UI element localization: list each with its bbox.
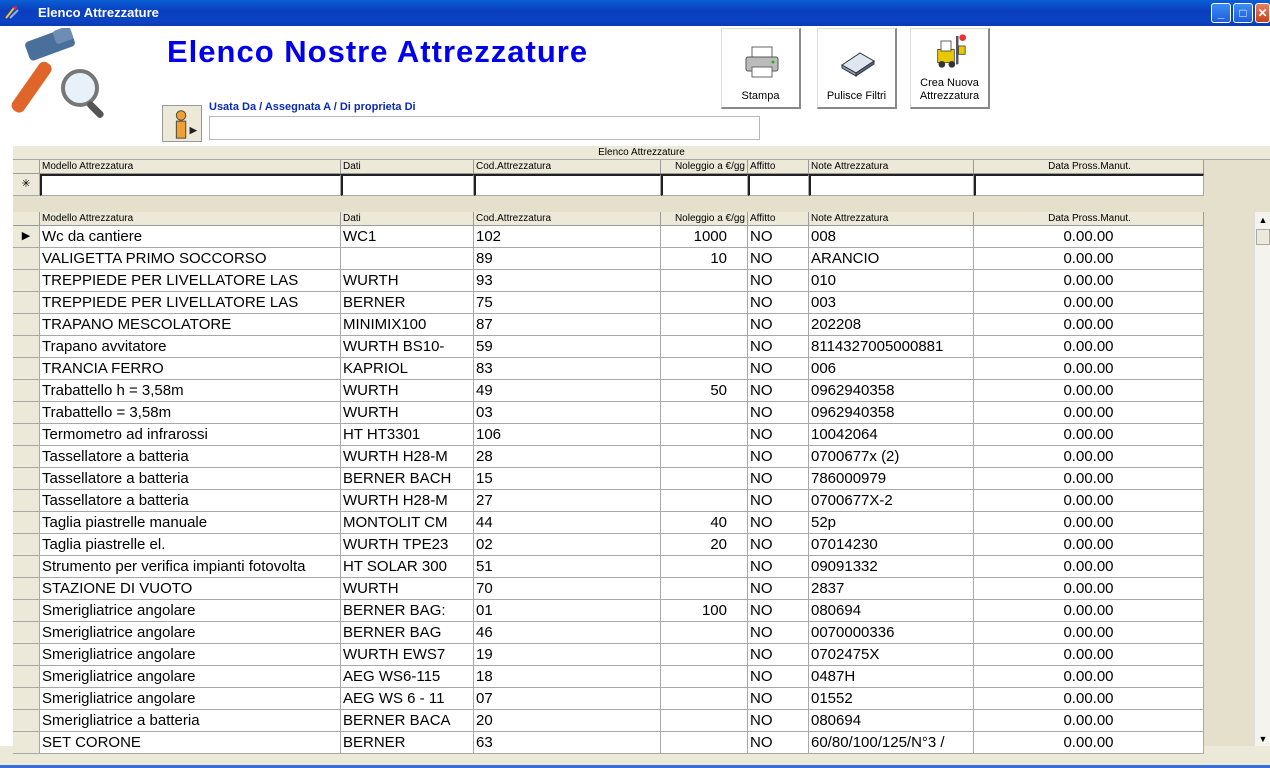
record-noleggio-cell[interactable]	[661, 644, 748, 666]
records-scrollbar[interactable]	[1254, 212, 1270, 746]
record-affitto-cell[interactable]: NO	[748, 336, 809, 358]
record-data-cell[interactable]: 0.00.00	[974, 468, 1204, 490]
record-noleggio-cell[interactable]	[661, 578, 748, 600]
record-modello-cell[interactable]: TREPPIEDE PER LIVELLATORE LAS	[40, 270, 341, 292]
record-noleggio-cell[interactable]: 50	[661, 380, 748, 402]
record-dati-cell[interactable]: KAPRIOL	[341, 358, 474, 380]
record-data-cell[interactable]: 0.00.00	[974, 226, 1204, 248]
record-dati-cell[interactable]	[341, 248, 474, 270]
record-affitto-cell[interactable]: NO	[748, 688, 809, 710]
list-header-cod[interactable]: Cod.Attrezzatura	[474, 212, 661, 226]
record-modello-cell[interactable]: Taglia piastrelle el.	[40, 534, 341, 556]
record-noleggio-cell[interactable]	[661, 358, 748, 380]
record-selector[interactable]	[13, 666, 40, 688]
record-note-cell[interactable]: 0962940358	[809, 380, 974, 402]
record-note-cell[interactable]: 07014230	[809, 534, 974, 556]
scroll-up-icon[interactable]: ▲	[1258, 215, 1268, 225]
minimize-button[interactable]	[1211, 3, 1231, 23]
record-modello-cell[interactable]: TRANCIA FERRO	[40, 358, 341, 380]
record-note-cell[interactable]: 8114327005000881	[809, 336, 974, 358]
record-affitto-cell[interactable]: NO	[748, 358, 809, 380]
record-affitto-cell[interactable]: NO	[748, 710, 809, 732]
record-data-cell[interactable]: 0.00.00	[974, 600, 1204, 622]
record-cod-cell[interactable]: 44	[474, 512, 661, 534]
record-affitto-cell[interactable]: NO	[748, 468, 809, 490]
record-data-cell[interactable]: 0.00.00	[974, 490, 1204, 512]
record-note-cell[interactable]: 0700677x (2)	[809, 446, 974, 468]
close-button[interactable]	[1255, 3, 1270, 23]
crea-nuova-label	[911, 77, 988, 103]
record-cod-cell[interactable]: 87	[474, 314, 661, 336]
new-record-selector[interactable]: ✳	[13, 174, 40, 196]
record-selector[interactable]	[13, 468, 40, 490]
record-noleggio-cell[interactable]: 10	[661, 248, 748, 270]
record-modello-cell[interactable]: Trapano avvitatore	[40, 336, 341, 358]
record-selector[interactable]	[13, 578, 40, 600]
filter-header-modello: Modello Attrezzatura	[40, 160, 341, 174]
record-affitto-cell[interactable]: NO	[748, 380, 809, 402]
record-noleggio-cell[interactable]	[661, 270, 748, 292]
record-affitto-cell[interactable]: NO	[748, 424, 809, 446]
record-data-cell[interactable]: 0.00.00	[974, 688, 1204, 710]
record-noleggio-cell[interactable]: 20	[661, 534, 748, 556]
record-note-cell[interactable]: 2837	[809, 578, 974, 600]
close-icon: ✕	[1257, 6, 1268, 20]
record-noleggio-cell[interactable]	[661, 314, 748, 336]
record-selector[interactable]	[13, 424, 40, 446]
record-dati-cell[interactable]: BERNER BACH	[341, 468, 474, 490]
record-data-cell[interactable]: 0.00.00	[974, 644, 1204, 666]
record-data-cell[interactable]: 0.00.00	[974, 622, 1204, 644]
stampa-label: Stampa	[741, 90, 780, 102]
record-selector[interactable]	[13, 688, 40, 710]
record-selector[interactable]	[13, 512, 40, 534]
record-note-cell[interactable]: 786000979	[809, 468, 974, 490]
record-affitto-cell[interactable]: NO	[748, 248, 809, 270]
record-selector[interactable]: ▶	[13, 226, 40, 248]
record-dati-cell[interactable]: BERNER	[341, 292, 474, 314]
record-affitto-cell[interactable]: NO	[748, 490, 809, 512]
record-cod-cell[interactable]: 51	[474, 556, 661, 578]
filter-header-dati: Dati	[341, 160, 474, 174]
record-dati-cell[interactable]: BERNER	[341, 732, 474, 754]
record-data-cell[interactable]: 0.00.00	[974, 578, 1204, 600]
record-cod-cell[interactable]: 102	[474, 226, 661, 248]
printer-icon	[742, 41, 782, 81]
record-affitto-cell[interactable]: NO	[748, 512, 809, 534]
pulisce-filtri-label: Pulisce Filtri	[826, 90, 887, 102]
record-data-cell[interactable]: 0.00.00	[974, 358, 1204, 380]
record-dati-cell[interactable]: AEG WS 6 - 11	[341, 688, 474, 710]
app-icon	[4, 4, 20, 20]
record-modello-cell[interactable]: Smerigliatrice angolare	[40, 644, 341, 666]
record-note-cell[interactable]: 0962940358	[809, 402, 974, 424]
usata-input[interactable]	[209, 116, 760, 140]
record-data-cell[interactable]: 0.00.00	[974, 534, 1204, 556]
record-modello-cell[interactable]: Smerigliatrice angolare	[40, 600, 341, 622]
record-selector[interactable]	[13, 402, 40, 424]
record-note-cell[interactable]: 003	[809, 292, 974, 314]
record-affitto-cell[interactable]: NO	[748, 578, 809, 600]
record-cod-cell[interactable]: 15	[474, 468, 661, 490]
grid-caption: Elenco Attrezzature	[13, 146, 1270, 160]
record-noleggio-cell[interactable]	[661, 688, 748, 710]
record-affitto-cell[interactable]: NO	[748, 666, 809, 688]
record-affitto-cell[interactable]: NO	[748, 402, 809, 424]
crea-nuova-label-line1: Crea Nuova	[920, 77, 979, 89]
record-data-cell[interactable]: 0.00.00	[974, 380, 1204, 402]
list-header-noleggio[interactable]: Noleggio a €/gg	[661, 212, 748, 226]
record-cod-cell[interactable]: 18	[474, 666, 661, 688]
record-modello-cell[interactable]: Termometro ad infrarossi	[40, 424, 341, 446]
record-selector[interactable]	[13, 314, 40, 336]
list-header-selector	[13, 212, 40, 226]
record-note-cell[interactable]: 080694	[809, 600, 974, 622]
record-note-cell[interactable]: 01552	[809, 688, 974, 710]
record-noleggio-cell[interactable]	[661, 446, 748, 468]
record-cod-cell[interactable]: 63	[474, 732, 661, 754]
record-noleggio-cell[interactable]	[661, 710, 748, 732]
record-noleggio-cell[interactable]	[661, 732, 748, 754]
record-selector[interactable]	[13, 336, 40, 358]
record-dati-cell[interactable]: WC1	[341, 226, 474, 248]
record-dati-cell[interactable]: AEG WS6-115	[341, 666, 474, 688]
record-cod-cell[interactable]: 93	[474, 270, 661, 292]
record-modello-cell[interactable]: Smerigliatrice a batteria	[40, 710, 341, 732]
record-selector[interactable]	[13, 644, 40, 666]
record-selector[interactable]	[13, 248, 40, 270]
record-note-cell[interactable]: 10042064	[809, 424, 974, 446]
filter-header-noleggio: Noleggio a €/gg	[661, 160, 748, 174]
record-selector[interactable]	[13, 534, 40, 556]
record-data-cell[interactable]: 0.00.00	[974, 732, 1204, 754]
list-header-modello[interactable]: Modello Attrezzatura	[40, 212, 341, 226]
record-note-cell[interactable]: 0702475X	[809, 644, 974, 666]
record-modello-cell[interactable]: Tassellatore a batteria	[40, 446, 341, 468]
record-cod-cell[interactable]: 46	[474, 622, 661, 644]
list-header-data[interactable]: Data Pross.Manut.	[974, 212, 1204, 226]
record-data-cell[interactable]: 0.00.00	[974, 402, 1204, 424]
record-modello-cell[interactable]: Trabattello h = 3,58m	[40, 380, 341, 402]
record-selector[interactable]	[13, 292, 40, 314]
list-header-note[interactable]: Note Attrezzatura	[809, 212, 974, 226]
record-dati-cell[interactable]: WURTH	[341, 270, 474, 292]
record-affitto-cell[interactable]: NO	[748, 446, 809, 468]
record-modello-cell[interactable]: Taglia piastrelle manuale	[40, 512, 341, 534]
record-dati-cell[interactable]: WURTH H28-M	[341, 490, 474, 512]
record-data-cell[interactable]: 0.00.00	[974, 424, 1204, 446]
hammer-magnifier-logo-icon	[10, 28, 108, 120]
record-cod-cell[interactable]: 75	[474, 292, 661, 314]
filter-affitto-input[interactable]	[748, 174, 809, 196]
record-selector[interactable]	[13, 710, 40, 732]
record-note-cell[interactable]: 0487H	[809, 666, 974, 688]
record-note-cell[interactable]: 006	[809, 358, 974, 380]
record-dati-cell[interactable]: WURTH	[341, 402, 474, 424]
form-client-area	[0, 26, 1270, 751]
record-data-cell[interactable]: 0.00.00	[974, 270, 1204, 292]
record-cod-cell[interactable]: 59	[474, 336, 661, 358]
usata-label: Usata Da / Assegnata A / Di proprieta Di	[209, 101, 416, 113]
record-affitto-cell[interactable]: NO	[748, 534, 809, 556]
record-selector[interactable]	[13, 556, 40, 578]
record-dati-cell[interactable]: WURTH	[341, 380, 474, 402]
record-noleggio-cell[interactable]: 40	[661, 512, 748, 534]
record-dati-cell[interactable]: HT HT3301	[341, 424, 474, 446]
record-selector[interactable]	[13, 490, 40, 512]
record-cod-cell[interactable]: 70	[474, 578, 661, 600]
eraser-icon	[838, 41, 878, 81]
scroll-thumb[interactable]	[1256, 229, 1270, 245]
record-dati-cell[interactable]: WURTH	[341, 578, 474, 600]
record-selector[interactable]	[13, 358, 40, 380]
record-modello-cell[interactable]: Wc da cantiere	[40, 226, 341, 248]
record-noleggio-cell[interactable]	[661, 424, 748, 446]
record-affitto-cell[interactable]: NO	[748, 732, 809, 754]
filter-header-affitto: Affitto	[748, 160, 809, 174]
scroll-down-icon[interactable]: ▼	[1258, 734, 1268, 744]
record-note-cell[interactable]: 0070000336	[809, 622, 974, 644]
filter-header-note: Note Attrezzatura	[809, 160, 974, 174]
record-selector[interactable]	[13, 600, 40, 622]
record-cod-cell[interactable]: 03	[474, 402, 661, 424]
record-selector[interactable]	[13, 622, 40, 644]
record-affitto-cell[interactable]: NO	[748, 600, 809, 622]
usata-lookup-button[interactable]	[162, 105, 202, 142]
record-noleggio-cell[interactable]	[661, 468, 748, 490]
record-note-cell[interactable]: 09091332	[809, 556, 974, 578]
record-modello-cell[interactable]: TREPPIEDE PER LIVELLATORE LAS	[40, 292, 341, 314]
record-data-cell[interactable]: 0.00.00	[974, 666, 1204, 688]
pulisce-filtri-button[interactable]	[817, 28, 897, 109]
record-cod-cell[interactable]: 07	[474, 688, 661, 710]
record-cod-cell[interactable]: 20	[474, 710, 661, 732]
record-cod-cell[interactable]: 28	[474, 446, 661, 468]
record-affitto-cell[interactable]: NO	[748, 644, 809, 666]
page-title: Elenco Nostre Attrezzature	[167, 34, 589, 69]
record-selector[interactable]	[13, 446, 40, 468]
record-cod-cell[interactable]: 89	[474, 248, 661, 270]
record-modello-cell[interactable]: Strumento per verifica impianti fotovolta	[40, 556, 341, 578]
title-bar	[0, 0, 1270, 26]
record-data-cell[interactable]: 0.00.00	[974, 512, 1204, 534]
record-dati-cell[interactable]: WURTH BS10-	[341, 336, 474, 358]
filter-header-selector	[13, 160, 40, 174]
filter-note-input[interactable]	[809, 174, 974, 196]
record-selector[interactable]	[13, 380, 40, 402]
record-noleggio-cell[interactable]	[661, 336, 748, 358]
filter-header-data: Data Pross.Manut.	[974, 160, 1204, 174]
crea-nuova-label-line2: Attrezzatura	[919, 90, 980, 102]
record-note-cell[interactable]: 010	[809, 270, 974, 292]
record-affitto-cell[interactable]: NO	[748, 226, 809, 248]
filter-dati-input[interactable]	[341, 174, 474, 196]
record-affitto-cell[interactable]: NO	[748, 292, 809, 314]
record-modello-cell[interactable]: TRAPANO MESCOLATORE	[40, 314, 341, 336]
record-noleggio-cell[interactable]	[661, 666, 748, 688]
record-cod-cell[interactable]: 01	[474, 600, 661, 622]
filter-data-input[interactable]	[974, 174, 1204, 196]
record-noleggio-cell[interactable]	[661, 556, 748, 578]
record-data-cell[interactable]: 0.00.00	[974, 314, 1204, 336]
filter-cod-input[interactable]	[474, 174, 661, 196]
record-dati-cell[interactable]: BERNER BAG	[341, 622, 474, 644]
record-note-cell[interactable]: 202208	[809, 314, 974, 336]
record-cod-cell[interactable]: 49	[474, 380, 661, 402]
list-header-affitto[interactable]: Affitto	[748, 212, 809, 226]
attrezzature-subform	[13, 146, 1270, 751]
record-affitto-cell[interactable]: NO	[748, 556, 809, 578]
record-cod-cell[interactable]: 106	[474, 424, 661, 446]
minimize-icon: _	[1217, 6, 1225, 20]
record-affitto-cell[interactable]: NO	[748, 622, 809, 644]
record-noleggio-cell[interactable]	[661, 292, 748, 314]
record-data-cell[interactable]: 0.00.00	[974, 446, 1204, 468]
record-data-cell[interactable]: 0.00.00	[974, 336, 1204, 358]
record-modello-cell[interactable]: Smerigliatrice angolare	[40, 622, 341, 644]
maximize-icon: □	[1239, 6, 1247, 20]
stampa-button[interactable]	[721, 28, 801, 109]
record-modello-cell[interactable]: VALIGETTA PRIMO SOCCORSO	[40, 248, 341, 270]
record-modello-cell[interactable]: SET CORONE	[40, 732, 341, 754]
record-modello-cell[interactable]: Tassellatore a batteria	[40, 490, 341, 512]
record-modello-cell[interactable]: Smerigliatrice angolare	[40, 688, 341, 710]
record-affitto-cell[interactable]: NO	[748, 270, 809, 292]
filter-noleggio-input[interactable]	[661, 174, 748, 196]
record-cod-cell[interactable]: 27	[474, 490, 661, 512]
record-noleggio-cell[interactable]	[661, 490, 748, 512]
maximize-button[interactable]	[1233, 3, 1253, 23]
record-selector[interactable]	[13, 732, 40, 754]
record-dati-cell[interactable]: MINIMIX100	[341, 314, 474, 336]
record-noleggio-cell[interactable]	[661, 402, 748, 424]
record-note-cell[interactable]: 60/80/100/125/N°3 /	[809, 732, 974, 754]
record-cod-cell[interactable]: 83	[474, 358, 661, 380]
record-dati-cell[interactable]: HT SOLAR 300	[341, 556, 474, 578]
record-data-cell[interactable]: 0.00.00	[974, 248, 1204, 270]
list-header-dati[interactable]: Dati	[341, 212, 474, 226]
record-note-cell[interactable]: 0700677X-2	[809, 490, 974, 512]
record-selector[interactable]	[13, 270, 40, 292]
record-affitto-cell[interactable]: NO	[748, 314, 809, 336]
record-dati-cell[interactable]: WURTH TPE23	[341, 534, 474, 556]
record-dati-cell[interactable]: WURTH H28-M	[341, 446, 474, 468]
record-cod-cell[interactable]: 02	[474, 534, 661, 556]
record-dati-cell[interactable]: WURTH EWS7	[341, 644, 474, 666]
record-noleggio-cell[interactable]: 1000	[661, 226, 748, 248]
record-note-cell[interactable]: 52p	[809, 512, 974, 534]
window-title: Elenco Attrezzature	[38, 5, 159, 20]
record-note-cell[interactable]: 080694	[809, 710, 974, 732]
record-modello-cell[interactable]: Tassellatore a batteria	[40, 468, 341, 490]
record-noleggio-cell[interactable]: 100	[661, 600, 748, 622]
record-data-cell[interactable]: 0.00.00	[974, 710, 1204, 732]
filter-modello-input[interactable]	[40, 174, 341, 196]
record-data-cell[interactable]: 0.00.00	[974, 292, 1204, 314]
filter-header-cod: Cod.Attrezzatura	[474, 160, 661, 174]
record-modello-cell[interactable]: Trabattello = 3,58m	[40, 402, 341, 424]
person-info-icon	[163, 106, 201, 141]
record-dati-cell[interactable]: MONTOLIT CM	[341, 512, 474, 534]
record-note-cell[interactable]: 008	[809, 226, 974, 248]
record-modello-cell[interactable]: Smerigliatrice angolare	[40, 666, 341, 688]
record-dati-cell[interactable]: BERNER BAG:	[341, 600, 474, 622]
record-note-cell[interactable]: ARANCIO	[809, 248, 974, 270]
record-modello-cell[interactable]: STAZIONE DI VUOTO	[40, 578, 341, 600]
record-dati-cell[interactable]: BERNER BACA	[341, 710, 474, 732]
record-data-cell[interactable]: 0.00.00	[974, 556, 1204, 578]
forklift-icon	[931, 31, 971, 71]
record-noleggio-cell[interactable]	[661, 622, 748, 644]
crea-nuova-attrezzatura-button[interactable]	[910, 28, 990, 109]
record-cod-cell[interactable]: 19	[474, 644, 661, 666]
